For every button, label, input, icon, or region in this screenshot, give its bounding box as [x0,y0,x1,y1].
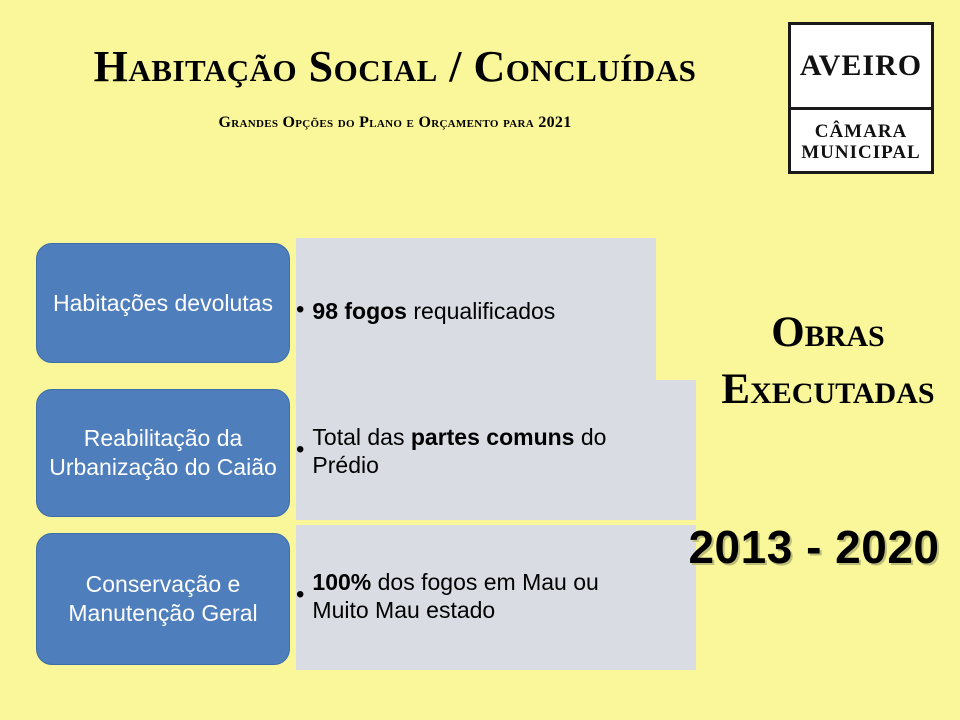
arrow-label-1-rest: requalificados [406,297,556,324]
sidebar-heading-line-1: Obras [771,309,885,356]
arrow-label-1-bold: 98 fogos [312,297,407,324]
sidebar-heading [700,305,956,419]
page-title: Habitação Social / Concluídas [93,42,697,91]
bullet-icon: • [296,580,305,608]
arrow-label-2 [312,423,646,479]
arrow-label-3-bold: 100% [312,568,372,595]
bullet-icon: • [296,435,305,463]
category-box-habitacoes-devolutas[interactable] [36,243,290,363]
bullet-icon: • [296,295,305,323]
logo-top-section [791,25,931,110]
category-box-label-3: Conservação e Manutenção Geral [68,571,258,626]
category-box-conservacao-manutencao[interactable] [36,533,290,665]
arrow-label-2-bold: partes comuns [410,423,575,450]
page-subtitle: Grandes Opções do Plano e Orçamento para 2021 [218,114,572,131]
category-box-reabilitacao-caiao[interactable] [36,389,290,517]
arrow-label-3-rest: dos fogos em Mau ou Muito Mau estado [312,568,599,623]
category-box-label-2: Reabilitação da Urbanização do Caião [49,425,277,480]
sidebar-heading-line-2: Executadas [721,365,935,413]
arrow-label-3 [312,568,646,624]
arrow-label-1 [312,297,555,325]
arrow-text-1 [296,288,636,334]
arrow-text-3 [296,560,646,632]
logo-wordmark: AVEIRO [799,48,923,82]
arrow-text-2 [296,416,646,486]
aveiro-logo [788,22,934,174]
arrow-label-2-pre: Total das [312,423,411,450]
logo-line-camara: CÂMARA [814,120,908,142]
logo-line-municipal: MUNICIPAL [801,141,921,163]
category-box-label-1: Habitações devolutas [53,289,273,316]
logo-bottom-section [791,110,931,174]
sidebar-years: 2013 - 2020 [688,521,940,573]
arrow-label-2-rest: do Prédio [312,423,607,478]
